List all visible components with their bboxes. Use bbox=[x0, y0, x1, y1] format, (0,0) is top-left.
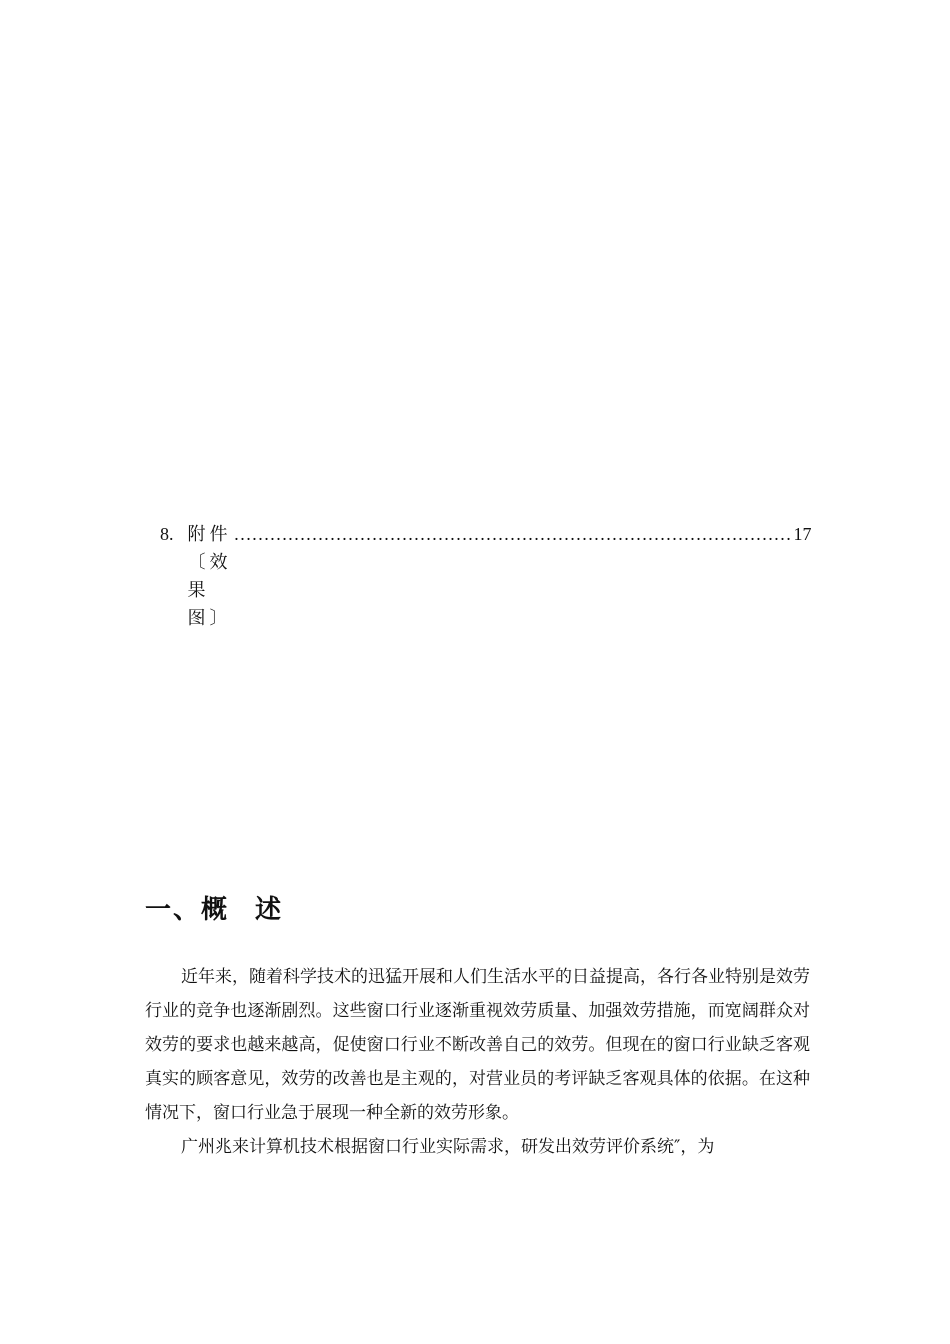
paragraph-overview: 近年来，随着科学技术的迅猛开展和人们生活水平的日益提高，各行各业特别是效劳行业的竞争也逐渐剧烈。这些窗口行业逐渐重视效劳质量、加强效劳措施，而宽阔群众对效劳的要求也越来越高，促使窗口行业不断改善自己的效劳。但现在的窗口行业缺乏客观真实的顾客意见，效劳的改善也是主观的，对营业员的考评缺乏客观具体的依据。在这种情况下，窗口行业急于展现一种全新的效劳形象。 bbox=[145, 967, 810, 1123]
body-text bbox=[145, 960, 810, 1164]
section-heading-prefix: 一、概 bbox=[145, 895, 230, 925]
toc-leader-dots: ………………………………………………………………………………… bbox=[233, 524, 792, 544]
toc-entry-number: 8. bbox=[160, 524, 174, 544]
section-heading bbox=[145, 890, 283, 930]
toc-entry-title: 附件〔效果图〕 bbox=[187, 524, 232, 629]
toc-entry-page: 17 bbox=[793, 524, 812, 544]
section-heading-word: 述 bbox=[255, 895, 284, 925]
toc-entry bbox=[160, 520, 812, 629]
paragraph-company: 广州兆来计算机技术根据窗口行业实际需求，研发出效劳评价系统″，为 bbox=[181, 1137, 715, 1157]
